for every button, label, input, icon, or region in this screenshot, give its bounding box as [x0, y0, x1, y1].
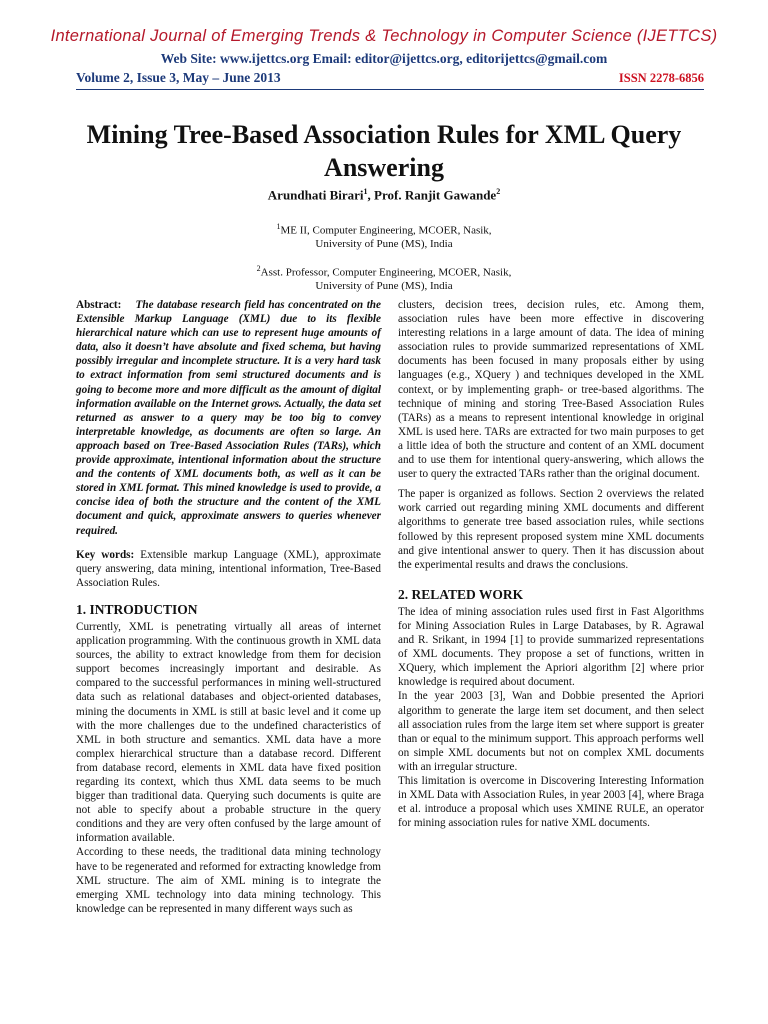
- intro-paragraph-3: clusters, decision trees, decision rules, etc. Among them, association rules have been more effective in discovering interesting relations in a large amount of data. The idea of mining association rules to provide summarized representations of XML documents has been focused in many proposals either by using languages (e.g., XQuery ) and techniques developed in the XML context, or by implementing graph- or tree-based algorithms. The technique of mining and storing Tree-Based Association Rules (TARs) as a means to represent intentional knowledge in original XML is used here. TARs are extracted for two main purposes to get a little idea of both the structure and content of an XML document and to use them for intentional query-answering, which allows the user to query the extracted TARs rather than the original document.: [398, 299, 704, 481]
- journal-title: International Journal of Emerging Trends & Technology in Computer Science (IJETTCS): [50, 27, 718, 45]
- affiliation-2-line2: University of Pune (MS), India: [315, 279, 453, 292]
- author-1-sup: 1: [363, 187, 368, 196]
- intro-paragraph-4: The paper is organized as follows. Section 2 overviews the related work carried out regarding mining XML documents and different algorithms to generate tree based association rules, while sections followed by this represent proposed system mine XML documents and give intentional answer to query. Then it has discussion about the experimental results and draws the conclusions.: [398, 488, 704, 571]
- affiliation-1: [0, 220, 768, 251]
- right-column: [398, 298, 704, 830]
- header-rule: [76, 89, 704, 90]
- authors: [0, 187, 768, 203]
- author-1: Arundhati Birari: [267, 187, 364, 203]
- affiliation-2-sup: 2: [256, 264, 261, 273]
- issn: ISSN 2278-6856: [618, 71, 704, 85]
- author-separator: ,: [367, 187, 375, 203]
- affiliation-1-line1: ME II, Computer Engineering, MCOER, Nasik,: [280, 224, 492, 237]
- journal-website[interactable]: Web Site: www.ijettcs.org Email: editor@ijettcs.org, editorijettcs@gmail.com: [160, 51, 608, 66]
- keywords-text: Extensible markup Language (XML), approximate query answering, data mining, intentional information, Tree-Based Association Rules.: [76, 548, 382, 589]
- section-heading-related-work: 2. RELATED WORK: [398, 586, 524, 602]
- abstract: [76, 298, 381, 538]
- related-paragraph-1: The idea of mining association rules used first in Fast Algorithms for Mining Association Rules in Large Databases, by R. Agrawal and R. Srikant, in 1994 [1] to provide summarized representations of XML documents. They propose a set of functions, written in XQuery, which implement the Apriori algorithm [2] where prior knowledge is required about document.: [398, 605, 704, 689]
- intro-paragraph-2: According to these needs, the traditional data mining technology have to be regenerated and reformed for extracting knowledge from XML structure. The aim of XML mining is to integrate the emerging XML technology into data mining technology. This knowledge can be represented in many different ways such as: [76, 846, 381, 915]
- abstract-label: Abstract:: [76, 299, 122, 311]
- volume-issue: Volume 2, Issue 3, May – June 2013: [76, 70, 281, 85]
- author-2-sup: 2: [496, 187, 501, 196]
- affiliation-2-line1: Asst. Professor, Computer Engineering, MCOER, Nasik,: [260, 266, 512, 279]
- section-heading-introduction: 1. INTRODUCTION: [76, 601, 198, 617]
- paper-title: Mining Tree-Based Association Rules for XML Query Answering: [86, 120, 682, 182]
- abstract-text: The database research field has concentrated on the Extensible Markup Language (XML) due to its flexible hierarchical nature which can use to represent huge amounts of data, also it doesn’t have absolute and fixed schema, but having possibly irregular and incomplete structure. It is a very hard task to extract information from semi structured documents and is going to become more and more difficult as the amount of digital information available on the Internet grows. Actually, the data set returned as answer to a query may be too big to convey interpretable knowledge, as documents are often so large. An approach based on Tree-Based Association Rules (TARs), which provide approximate, intentional information about the structure and the contents of XML documents both, as well as it can be stored in XML format. This mined knowledge is used to provide, a concise idea of both the structure and the content of the XML document and quick, approximate answers to queries whenever required.: [76, 299, 381, 537]
- keywords: [76, 548, 381, 590]
- related-paragraph-2: In the year 2003 [3], Wan and Dobbie presented the Apriori algorithm to generate the large item set document, and then select all association rules from the large item set where support is greater than or equal to the minimum support. This approach performs well on simple XML documents but not on complex XML documents with an irregular structure.: [398, 690, 704, 773]
- keywords-label: Key words:: [76, 548, 135, 561]
- author-2: Prof. Ranjit Gawande: [374, 187, 497, 203]
- affiliation-1-line2: University of Pune (MS), India: [315, 237, 453, 250]
- intro-paragraph-1: Currently, XML is penetrating virtually all areas of internet application programming. With the continuous growth in XML data sources, the ability to extract knowledge from them for decision support becomes increasingly important and desirable. As compared to the successful performances in mining well-structured data such as relational databases and object-oriented databases, mining the documents in XML is still at basic level and it come up with the more challenges due to the undefined characteristics of XML in both structure and semantics. XML data have a more complex hierarchical structure than a database record. Different from database record, elements in XML data have fixed position regarding its context, which thus XML data seems to be much bigger than traditional data. Querying such documents is quite are not able to specify about a probable structure in the query conditions and they are very often confused by the large amount of information available.: [76, 620, 381, 845]
- related-paragraph-3: This limitation is overcome in Discovering Interesting Information in XML Data with Association Rules, in year 2003 [4], where Braga et al. introduce a proposal which uses XMINE RULE, an operator for mining association rules for native XML documents.: [398, 775, 704, 830]
- left-column: [76, 298, 381, 916]
- affiliation-2: [0, 262, 768, 293]
- affiliation-1-sup: 1: [276, 222, 281, 231]
